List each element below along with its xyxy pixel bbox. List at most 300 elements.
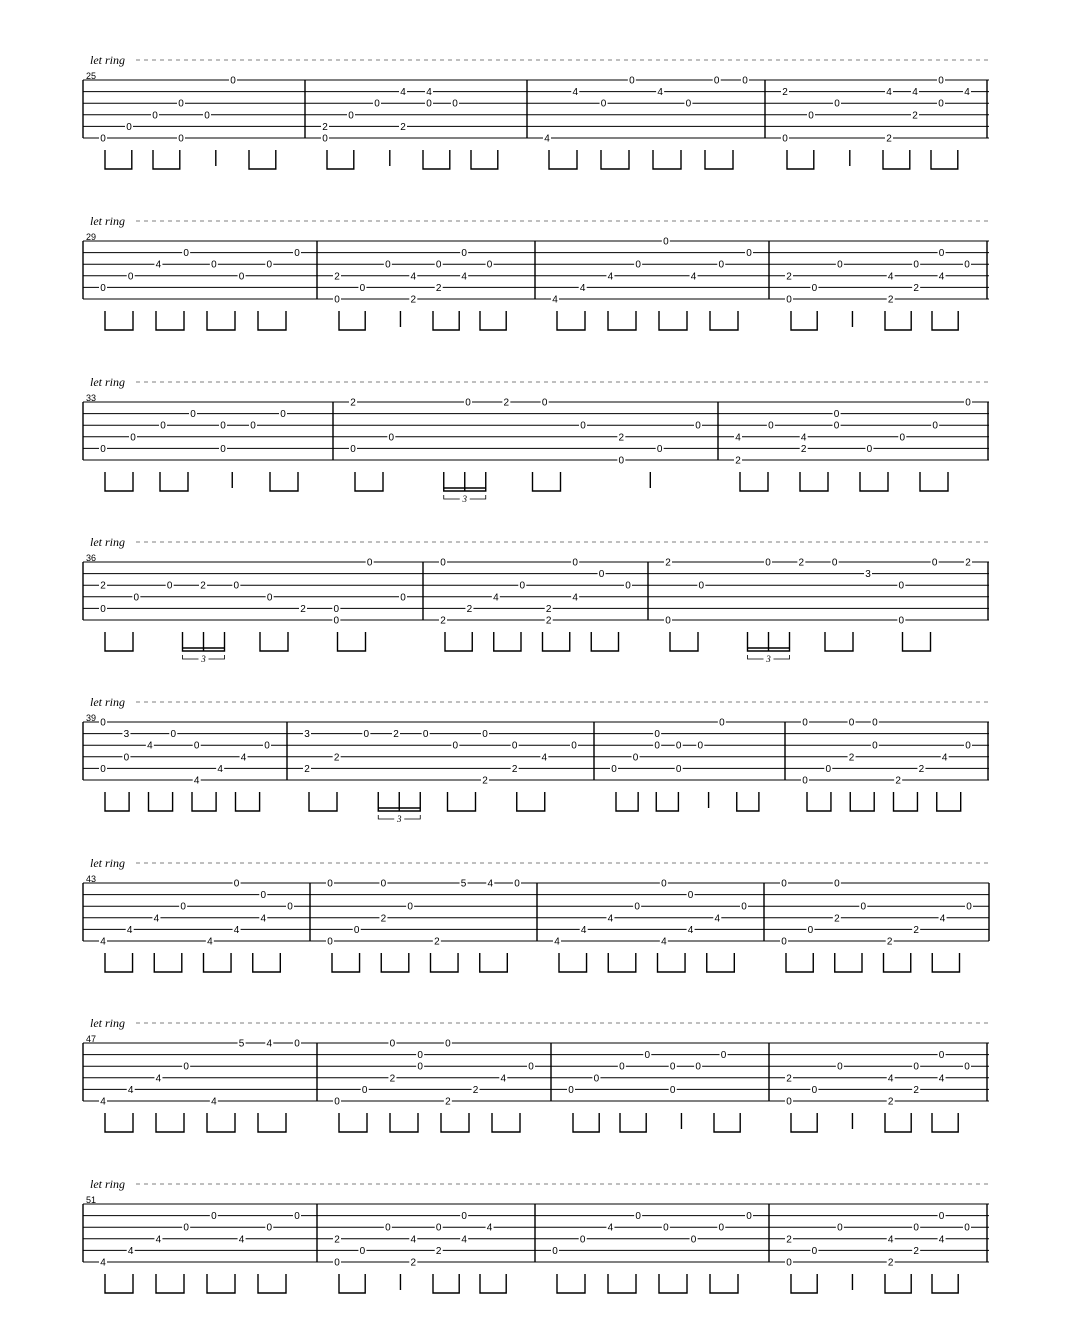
beamed-pair — [670, 632, 698, 651]
fret-number: 0 — [511, 740, 518, 752]
fret-number: 0 — [266, 259, 273, 271]
fret-number: 0 — [445, 1038, 451, 1050]
fret-number: 0 — [294, 1038, 300, 1050]
triplet-group — [444, 472, 486, 491]
fret-number: 2 — [895, 775, 901, 787]
fret-number: 0 — [675, 740, 682, 752]
measure-number: 51 — [86, 1195, 97, 1205]
beamed-pair — [204, 953, 232, 972]
fret-number: 2 — [434, 936, 440, 948]
fret-number: 0 — [350, 443, 356, 455]
fret-number: 0 — [572, 557, 578, 569]
let-ring-label: let ring — [90, 535, 125, 549]
fret-number: 0 — [656, 443, 663, 455]
fret-number: 0 — [872, 717, 878, 729]
fret-number: 4 — [690, 271, 697, 283]
fret-number: 0 — [634, 901, 640, 913]
beamed-pair — [105, 792, 129, 811]
fret-number: 4 — [735, 432, 741, 444]
fret-number: 0 — [366, 557, 373, 569]
beamed-pair — [260, 632, 288, 651]
fret-number: 4 — [714, 913, 721, 925]
fret-number: 0 — [625, 580, 631, 592]
fret-number: 4 — [100, 936, 106, 948]
fret-number: 4 — [887, 1073, 894, 1085]
fret-number: 0 — [786, 294, 792, 306]
fret-number: 0 — [552, 1245, 558, 1257]
beamed-pair — [236, 792, 260, 811]
fret-number: 0 — [781, 878, 787, 890]
fret-number: 0 — [661, 878, 667, 890]
beamed-pair — [883, 150, 910, 169]
fret-number: 0 — [635, 1211, 641, 1223]
fret-number: 0 — [913, 1222, 919, 1234]
tab-system — [83, 214, 989, 330]
beamed-pair — [903, 632, 931, 651]
fret-number: 0 — [713, 75, 720, 87]
fret-number: 0 — [834, 878, 840, 890]
fret-number: 0 — [327, 936, 333, 948]
beamed-pair — [616, 792, 638, 811]
fret-number: 0 — [619, 1061, 625, 1073]
fret-number: 0 — [665, 615, 671, 627]
beamed-pair — [786, 953, 813, 972]
fret-number: 0 — [719, 717, 725, 729]
fret-number: 0 — [825, 763, 832, 775]
fret-number: 0 — [353, 924, 360, 936]
fret-number: 2 — [511, 763, 518, 775]
beamed-pair — [154, 953, 182, 972]
fret-number: 0 — [718, 259, 725, 271]
beamed-pair — [105, 953, 133, 972]
fret-number: 0 — [374, 98, 380, 110]
beamed-pair — [656, 792, 678, 811]
fret-number: 3 — [123, 729, 130, 741]
beamed-pair — [937, 792, 961, 811]
fret-number: 0 — [230, 75, 236, 87]
fret-number: 0 — [264, 740, 270, 752]
fret-number: 2 — [786, 271, 792, 283]
fret-number: 0 — [898, 580, 905, 592]
fret-number: 0 — [417, 1061, 423, 1073]
beamed-pair — [885, 1113, 911, 1132]
beamed-pair — [791, 1113, 817, 1132]
fret-number: 0 — [385, 259, 391, 271]
measure-number: 39 — [86, 713, 97, 723]
fret-number: 0 — [422, 729, 429, 741]
fret-number: 0 — [100, 763, 106, 775]
fret-number: 2 — [786, 1073, 792, 1085]
beamed-pair — [471, 150, 498, 169]
beamed-pair — [105, 311, 133, 330]
fret-number: 0 — [100, 133, 106, 145]
fret-number: 4 — [410, 1234, 417, 1246]
fret-number: 2 — [410, 1257, 417, 1269]
measure-number: 29 — [86, 232, 97, 242]
beamed-pair — [207, 1274, 235, 1293]
fret-number: 0 — [211, 259, 217, 271]
beamed-pair — [309, 792, 337, 811]
fret-number: 2 — [300, 603, 306, 615]
fret-number: 0 — [580, 420, 586, 432]
fret-number: 0 — [938, 248, 945, 260]
fret-number: 2 — [618, 432, 625, 444]
beamed-pair — [894, 792, 918, 811]
triplet-number: 3 — [462, 494, 467, 504]
beamed-pair — [608, 1274, 636, 1293]
beamed-pair — [494, 632, 521, 651]
fret-number: 0 — [334, 1096, 340, 1108]
fret-number: 0 — [831, 557, 838, 569]
fret-number: 4 — [572, 592, 578, 604]
fret-number: 4 — [155, 1234, 162, 1246]
beamed-pair — [480, 311, 506, 330]
fret-number: 2 — [913, 1084, 919, 1096]
fret-number: 4 — [579, 282, 586, 294]
beamed-pair — [791, 1274, 817, 1293]
fret-number: 4 — [217, 763, 223, 775]
fret-number: 4 — [572, 87, 579, 99]
fret-number: 4 — [266, 1038, 273, 1050]
fret-number: 0 — [452, 98, 458, 110]
beamed-pair — [156, 311, 184, 330]
fret-number: 5 — [238, 1038, 245, 1050]
fret-number: 2 — [334, 271, 340, 283]
fret-number: 2 — [913, 1245, 919, 1257]
beamed-pair — [791, 311, 817, 330]
fret-number: 0 — [233, 878, 240, 890]
fret-number: 0 — [611, 763, 617, 775]
fret-number: 0 — [938, 98, 944, 110]
fret-number: 3 — [304, 729, 310, 741]
fret-number: 2 — [482, 775, 488, 787]
beamed-pair — [258, 1274, 286, 1293]
fret-number: 0 — [417, 1050, 423, 1062]
beamed-pair — [659, 311, 687, 330]
beamed-pair — [258, 311, 286, 330]
fret-number: 0 — [579, 1234, 586, 1246]
tab-system — [83, 375, 989, 504]
fret-number: 0 — [913, 259, 919, 271]
fret-number: 0 — [654, 740, 660, 752]
beamed-pair — [338, 632, 366, 651]
fret-number: 0 — [697, 740, 704, 752]
fret-number: 4 — [127, 1084, 134, 1096]
fret-number: 0 — [741, 901, 747, 913]
fret-number: 0 — [514, 878, 520, 890]
fret-number: 0 — [571, 740, 577, 752]
beamed-pair — [932, 311, 958, 330]
beamed-pair — [423, 150, 450, 169]
fret-number: 0 — [204, 110, 210, 122]
fret-number: 0 — [126, 121, 132, 133]
beamed-pair — [932, 953, 959, 972]
fret-number: 0 — [359, 1245, 366, 1257]
fret-number: 2 — [913, 282, 919, 294]
fret-number: 0 — [183, 1222, 189, 1234]
fret-number: 2 — [887, 1096, 894, 1108]
fret-number: 2 — [545, 615, 552, 627]
fret-number: 0 — [333, 615, 340, 627]
fret-number: 4 — [687, 924, 694, 936]
fret-number: 4 — [153, 913, 160, 925]
fret-number: 4 — [100, 1096, 106, 1108]
fret-number: 4 — [238, 1234, 245, 1246]
fret-number: 2 — [472, 1084, 479, 1096]
fret-number: 0 — [782, 133, 788, 145]
fret-number: 0 — [461, 248, 467, 260]
fret-number: 2 — [912, 110, 918, 122]
beamed-pair — [932, 1113, 958, 1132]
beamed-pair — [105, 472, 133, 491]
fret-number: 4 — [487, 878, 494, 890]
beamed-pair — [105, 1274, 133, 1293]
fret-number: 0 — [190, 409, 196, 421]
beamed-pair — [492, 1113, 520, 1132]
beamed-pair — [355, 472, 383, 491]
fret-number: 0 — [811, 1245, 818, 1257]
fret-number: 0 — [808, 110, 814, 122]
fret-number: 0 — [211, 1211, 217, 1223]
fret-number: 4 — [155, 259, 162, 271]
fret-number: 0 — [160, 420, 166, 432]
fret-number: 0 — [334, 294, 340, 306]
beamed-pair — [884, 953, 911, 972]
triplet-number: 3 — [766, 654, 771, 664]
fret-number: 0 — [802, 775, 808, 787]
fret-number: 2 — [503, 397, 510, 409]
fret-number: 0 — [287, 901, 293, 913]
beamed-pair — [807, 792, 831, 811]
beamed-pair — [207, 311, 235, 330]
beamed-pair — [270, 472, 298, 491]
measure-number: 36 — [86, 553, 97, 563]
beamed-pair — [258, 1113, 286, 1132]
measure-number: 25 — [86, 71, 97, 81]
fret-number: 0 — [635, 259, 641, 271]
fret-number: 4 — [400, 87, 406, 99]
fret-number: 0 — [786, 1257, 792, 1269]
fret-number: 0 — [528, 1061, 534, 1073]
fret-number: 0 — [807, 924, 814, 936]
fret-number: 2 — [786, 1234, 792, 1246]
fret-number: 0 — [848, 717, 855, 729]
fret-number: 2 — [435, 1245, 442, 1257]
fret-number: 0 — [294, 248, 300, 260]
beamed-pair — [860, 472, 888, 491]
fret-number: 4 — [661, 936, 667, 948]
beamed-pair — [608, 311, 636, 330]
fret-number: 2 — [913, 924, 919, 936]
fret-number: 0 — [359, 282, 366, 294]
fret-number: 0 — [964, 1222, 970, 1234]
fret-number: 3 — [865, 569, 871, 581]
beamed-pair — [557, 311, 585, 330]
fret-number: 0 — [152, 110, 158, 122]
fret-number: 4 — [912, 87, 918, 99]
fret-number: 4 — [240, 752, 247, 764]
fret-number: 0 — [746, 248, 752, 260]
fret-number: 0 — [898, 615, 905, 627]
fret-number: 0 — [440, 557, 446, 569]
fret-number: 4 — [607, 1222, 614, 1234]
fret-number: 4 — [939, 913, 946, 925]
fret-number: 0 — [654, 729, 660, 741]
fret-number: 4 — [607, 913, 614, 925]
fret-number: 0 — [123, 752, 130, 764]
fret-number: 2 — [334, 1234, 340, 1246]
fret-number: 0 — [966, 901, 972, 913]
fret-number: 4 — [657, 87, 663, 99]
fret-number: 2 — [545, 603, 552, 615]
beamed-pair — [659, 1274, 687, 1293]
fret-number: 4 — [126, 924, 133, 936]
measure-number: 43 — [86, 874, 97, 884]
beamed-pair — [707, 953, 735, 972]
fret-number: 2 — [100, 580, 106, 592]
fret-number: 0 — [482, 729, 488, 741]
fret-number: 2 — [887, 1257, 894, 1269]
fret-number: 4 — [580, 924, 587, 936]
fret-number: 0 — [687, 890, 694, 902]
beamed-pair — [885, 1274, 911, 1293]
fret-number: 2 — [410, 294, 417, 306]
fret-number: 0 — [100, 282, 106, 294]
fret-number: 0 — [834, 98, 840, 110]
fret-number: 4 — [155, 1073, 162, 1085]
beamed-pair — [441, 1113, 469, 1132]
fret-number: 0 — [238, 271, 245, 283]
fret-number: 4 — [887, 1234, 894, 1246]
beamed-pair — [517, 792, 545, 811]
fret-number: 2 — [200, 580, 206, 592]
fret-number: 4 — [552, 294, 558, 306]
fret-number: 0 — [593, 1073, 600, 1085]
fret-number: 2 — [887, 294, 894, 306]
fret-number: 4 — [887, 271, 894, 283]
fret-number: 4 — [100, 1257, 106, 1269]
beamed-pair — [480, 953, 508, 972]
fret-number: 0 — [568, 1084, 574, 1096]
fret-number: 4 — [938, 1234, 945, 1246]
fret-number: 0 — [465, 397, 471, 409]
fret-number: 0 — [170, 729, 177, 741]
triplet-group — [748, 632, 790, 651]
fret-number: 4 — [938, 271, 945, 283]
fret-number: 2 — [965, 557, 971, 569]
fret-number: 2 — [798, 557, 805, 569]
beamed-pair — [800, 472, 828, 491]
fret-number: 4 — [193, 775, 200, 787]
fret-number: 0 — [233, 580, 240, 592]
fret-number: 2 — [782, 87, 788, 99]
fret-number: 0 — [644, 1050, 651, 1062]
fret-number: 0 — [742, 75, 748, 87]
fret-number: 2 — [886, 936, 893, 948]
fret-number: 0 — [220, 420, 226, 432]
beamed-pair — [533, 472, 561, 491]
beamed-pair — [591, 632, 618, 651]
fret-number: 0 — [837, 1061, 843, 1073]
fret-number: 0 — [100, 603, 106, 615]
beamed-pair — [156, 1113, 184, 1132]
triplet-number: 3 — [201, 654, 206, 664]
fret-number: 0 — [183, 248, 189, 260]
fret-number: 0 — [133, 592, 140, 604]
fret-number: 0 — [669, 1061, 676, 1073]
fret-number: 0 — [802, 717, 808, 729]
fret-number: 0 — [100, 717, 106, 729]
fret-number: 0 — [833, 420, 840, 432]
tab-system — [83, 535, 989, 664]
triplet-group — [183, 632, 225, 651]
beamed-pair — [105, 150, 132, 169]
beamed-pair — [327, 150, 354, 169]
fret-number: 2 — [389, 1073, 396, 1085]
beamed-pair — [105, 632, 133, 651]
fret-number: 2 — [918, 763, 925, 775]
beamed-pair — [381, 953, 409, 972]
beamed-pair — [433, 1274, 459, 1293]
fret-number: 0 — [669, 1084, 676, 1096]
beamed-pair — [559, 953, 587, 972]
fret-number: 0 — [435, 1222, 442, 1234]
fret-number: 0 — [932, 420, 938, 432]
let-ring-label: let ring — [90, 214, 125, 228]
beamed-pair — [850, 792, 874, 811]
beamed-pair — [608, 953, 636, 972]
fret-number: 5 — [460, 878, 467, 890]
fret-number: 0 — [193, 740, 200, 752]
fret-number: 0 — [266, 1222, 273, 1234]
let-ring-label: let ring — [90, 1177, 125, 1191]
beamed-pair — [253, 953, 281, 972]
fret-number: 0 — [541, 397, 548, 409]
fret-number: 0 — [938, 1211, 945, 1223]
fret-number: 2 — [445, 1096, 451, 1108]
beamed-pair — [105, 1113, 133, 1132]
fret-number: 0 — [130, 432, 136, 444]
tab-system — [83, 53, 989, 169]
fret-number: 0 — [598, 569, 605, 581]
let-ring-label: let ring — [90, 856, 125, 870]
fret-number: 0 — [294, 1211, 300, 1223]
fret-number: 0 — [746, 1211, 752, 1223]
fret-number: 0 — [837, 1222, 843, 1234]
measure-number: 47 — [86, 1034, 97, 1044]
beamed-pair — [737, 792, 759, 811]
beamed-pair — [601, 150, 629, 169]
fret-number: 0 — [618, 455, 625, 467]
fret-number: 0 — [837, 259, 843, 271]
beamed-pair — [885, 311, 911, 330]
fret-number: 0 — [250, 420, 256, 432]
fret-number: 4 — [493, 592, 499, 604]
beamed-pair — [480, 1274, 506, 1293]
fret-number: 2 — [393, 729, 399, 741]
fret-number: 0 — [690, 1234, 697, 1246]
beamed-pair — [620, 1113, 646, 1132]
fret-number: 0 — [811, 282, 818, 294]
beamed-pair — [249, 150, 276, 169]
fret-number: 2 — [466, 603, 473, 615]
fret-number: 4 — [500, 1073, 507, 1085]
fret-number: 2 — [735, 455, 741, 467]
let-ring-label: let ring — [90, 695, 125, 709]
fret-number: 0 — [833, 409, 840, 421]
fret-number: 0 — [178, 98, 184, 110]
fret-number: 2 — [400, 121, 406, 133]
